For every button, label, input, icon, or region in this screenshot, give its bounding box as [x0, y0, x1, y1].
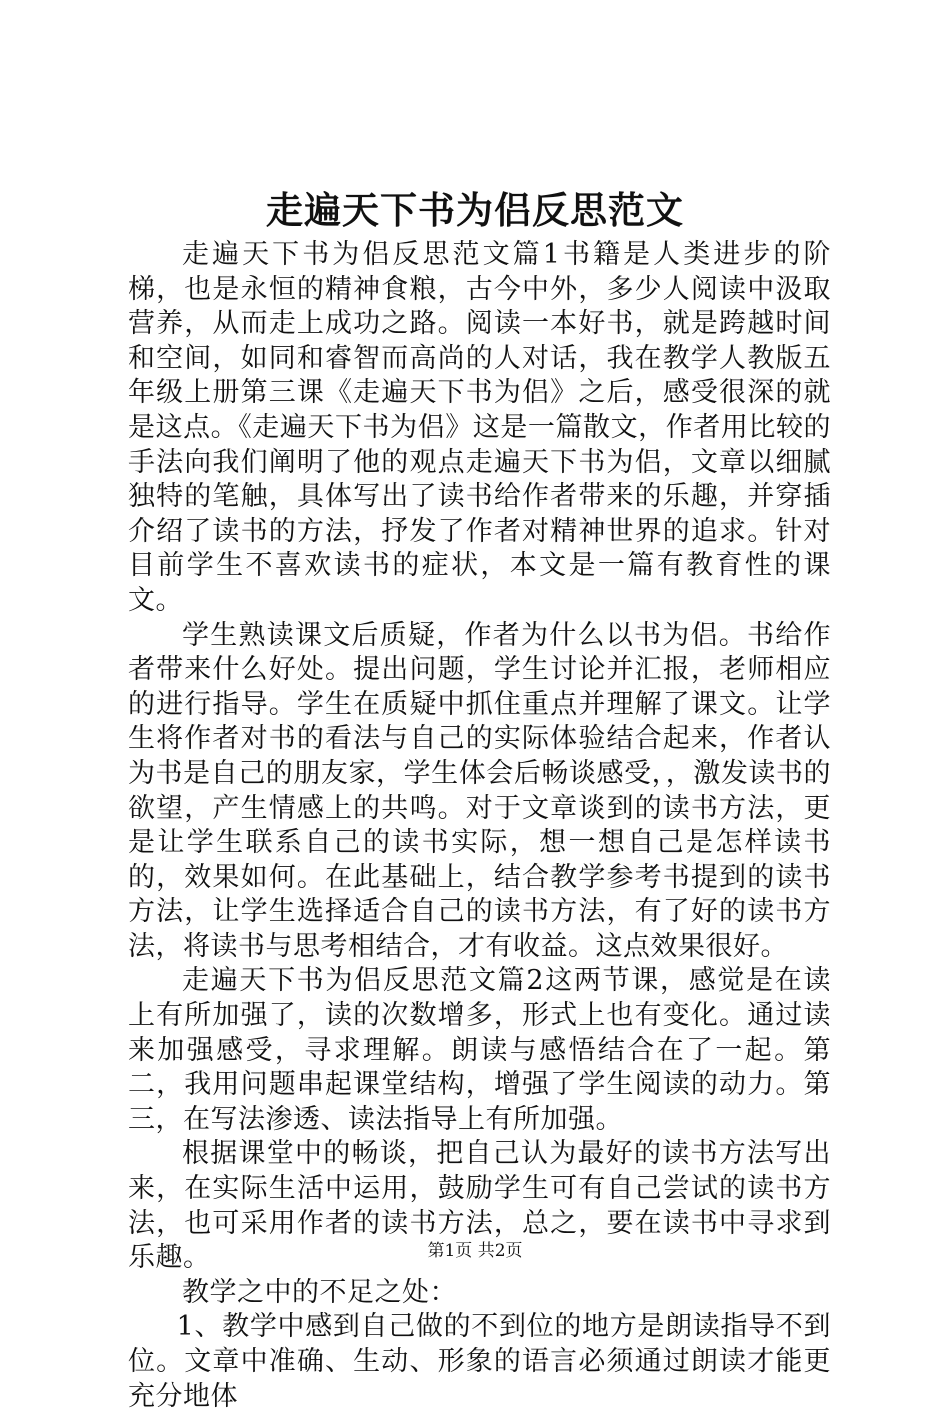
paragraph-1: 走遍天下书为侣反思范文篇1书籍是人类进步的阶梯，也是永恒的精神食粮，古今中外，多少人阅读中汲取营养，从而走上成功之路。阅读一本好书，就是跨越时间和空间，如同和睿智而高尚的人对话，我在教学人教版五年级上册第三课《走遍天下书为侣》之后，感受很深的就是这点。《走遍天下书为侣》这是一篇散文，作者用比较的手法向我们阐明了他的观点走遍天下书为侣，文章以细腻独特的笔触，具体写出了读书给作者带来的乐趣，并穿插介绍了读书的方法，抒发了作者对精神世界的追求。针对目前学生不喜欢读书的症状，本文是一篇有教育性的课文。: [128, 239, 831, 616]
paragraph-5: 教学之中的不足之处：: [182, 1276, 457, 1308]
document-title: 走遍天下书为侣反思范文: [266, 188, 684, 232]
paragraph-6: 1、教学中感到自己做的不到位的地方是朗读指导不到位。文章中准确、生动、形象的语言必须通过朗读才能更充分地体: [128, 1311, 831, 1412]
paragraph-2: 学生熟读课文后质疑，作者为什么以书为侣。书给作者带来什么好处。提出问题，学生讨论并汇报，老师相应的进行指导。学生在质疑中抓住重点并理解了课文。让学生将作者对书的看法与自己的实际体验结合起来，作者认为书是自己的朋友家，学生体会后畅谈感受，，激发读书的欲望，产生情感上的共鸣。对于文章谈到的读书方法，更是让学生联系自己的读书实际，想一想自己是怎样读书的，效果如何。在此基础上，结合教学参考书提到的读书方法，让学生选择适合自己的读书方法，有了好的读书方法，将读书与思考相结合，才有收益。这点效果很好。: [128, 619, 831, 962]
paragraph-4: 根据课堂中的畅谈，把自己认为最好的读书方法写出来，在实际生活中运用，鼓励学生可有自己尝试的读书方法，也可采用作者的读书方法，总之，要在读书中寻求到乐趣。: [128, 1138, 831, 1274]
paragraph-3: 走遍天下书为侣反思范文篇2这两节课，感觉是在读上有所加强了，读的次数增多，形式上也有变化。通过读来加强感受，寻求理解。朗读与感悟结合在了一起。第二，我用问题串起课堂结构，增强了学生阅读的动力。第三，在写法渗透、读法指导上有所加强。: [128, 965, 831, 1135]
page-footer: 第1页 共2页: [427, 1241, 523, 1261]
document-body: [128, 238, 831, 1414]
